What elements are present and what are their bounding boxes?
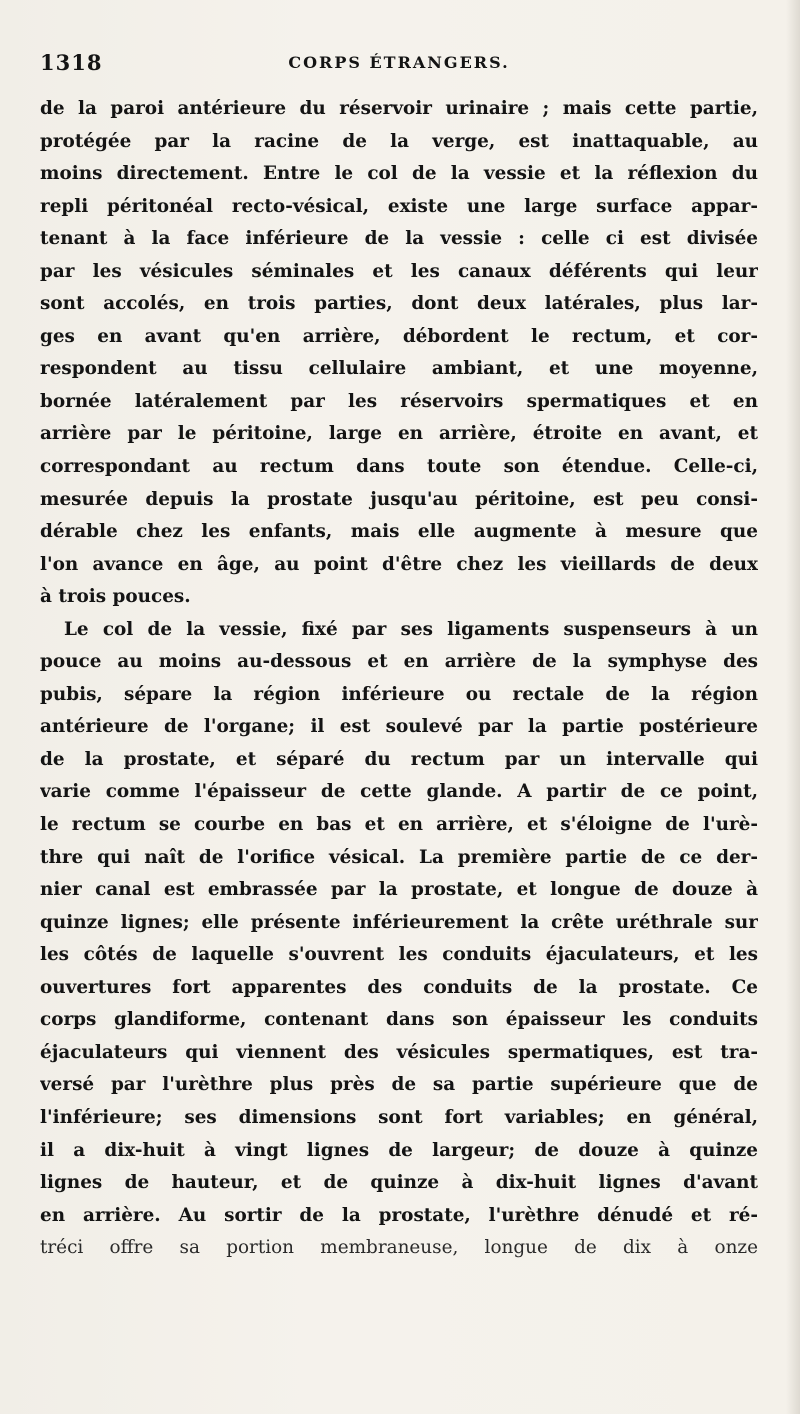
text-line: repli péritonéal recto-vésical, existe une large surface appar-: [40, 195, 758, 217]
text-line: éjaculateurs qui viennent des vésicules spermatiques, est tra-: [40, 1041, 758, 1063]
text-line: dérable chez les enfants, mais elle augmente à mesure que: [40, 521, 758, 543]
text-line: correspondant au rectum dans toute son étendue. Celle-ci,: [40, 456, 758, 478]
text-line: il a dix-huit à vingt lignes de largeur; de douze à quinze: [40, 1139, 758, 1161]
text-line: en arrière. Au sortir de la prostate, l'urèthre dénudé et ré-: [40, 1204, 758, 1226]
page-number: 1318: [40, 50, 103, 75]
text-line: thre qui naît de l'orifice vésical. La première partie de ce der-: [40, 846, 758, 868]
text-line: pouce au moins au-dessous et en arrière de la symphyse des: [40, 651, 758, 673]
text-line: bornée latéralement par les réservoirs spermatiques et en: [40, 390, 758, 412]
text-line: antérieure de l'organe; il est soulevé par la partie postérieure: [40, 716, 758, 738]
text-line: pubis, sépare la région inférieure ou rectale de la région: [40, 683, 758, 705]
text-line: respondent au tissu cellulaire ambiant, et une moyenne,: [40, 358, 758, 380]
text-line: quinze lignes; elle présente inférieurement la crête uréthrale sur: [40, 911, 758, 933]
text-line: l'on avance en âge, au point d'être chez les vieillards de deux: [40, 553, 758, 575]
text-line: nier canal est embrassée par la prostate, et longue de douze à: [40, 879, 758, 901]
text-line: Le col de la vessie, fixé par ses ligaments suspenseurs à un: [64, 618, 758, 640]
page-edge-shadow: [786, 0, 800, 1414]
text-line: de la prostate, et séparé du rectum par un intervalle qui: [40, 748, 758, 770]
text-line: ges en avant qu'en arrière, débordent le rectum, et cor-: [40, 325, 758, 347]
text-line: sont accolés, en trois parties, dont deux latérales, plus lar-: [40, 293, 758, 315]
text-line: ouvertures fort apparentes des conduits de la prostate. Ce: [40, 976, 758, 998]
text-line: moins directement. Entre le col de la vessie et la réflexion du: [40, 163, 758, 185]
text-line: mesurée depuis la prostate jusqu'au péritoine, est peu consi-: [40, 488, 758, 510]
text-line: varie comme l'épaisseur de cette glande. A partir de ce point,: [40, 781, 758, 803]
text-line: arrière par le péritoine, large en arrière, étroite en avant, et: [40, 423, 758, 445]
text-line: versé par l'urèthre plus près de sa partie supérieure que de: [40, 1074, 758, 1096]
page-header: [40, 50, 758, 80]
text-line: tenant à la face inférieure de la vessie : celle ci est divisée: [40, 228, 758, 250]
running-title: CORPS ÉTRANGERS.: [288, 53, 510, 72]
text-line: les côtés de laquelle s'ouvrent les conduits éjaculateurs, et les: [40, 944, 758, 966]
body-text: [40, 93, 758, 1265]
text-line: tréci offre sa portion membraneuse, longue de dix à onze: [40, 1237, 758, 1259]
text-line: le rectum se courbe en bas et en arrière, et s'éloigne de l'urè-: [40, 814, 758, 836]
text-line: protégée par la racine de la verge, est inattaquable, au: [40, 130, 758, 152]
text-line: lignes de hauteur, et de quinze à dix-huit lignes d'avant: [40, 1172, 758, 1194]
text-line: l'inférieure; ses dimensions sont fort variables; en général,: [40, 1106, 758, 1128]
text-line: de la paroi antérieure du réservoir urinaire ; mais cette partie,: [40, 98, 758, 119]
text-line: à trois pouces.: [40, 586, 191, 608]
text-line: par les vésicules séminales et les canaux déférents qui leur: [40, 260, 758, 282]
text-line: corps glandiforme, contenant dans son épaisseur les conduits: [40, 1009, 758, 1031]
